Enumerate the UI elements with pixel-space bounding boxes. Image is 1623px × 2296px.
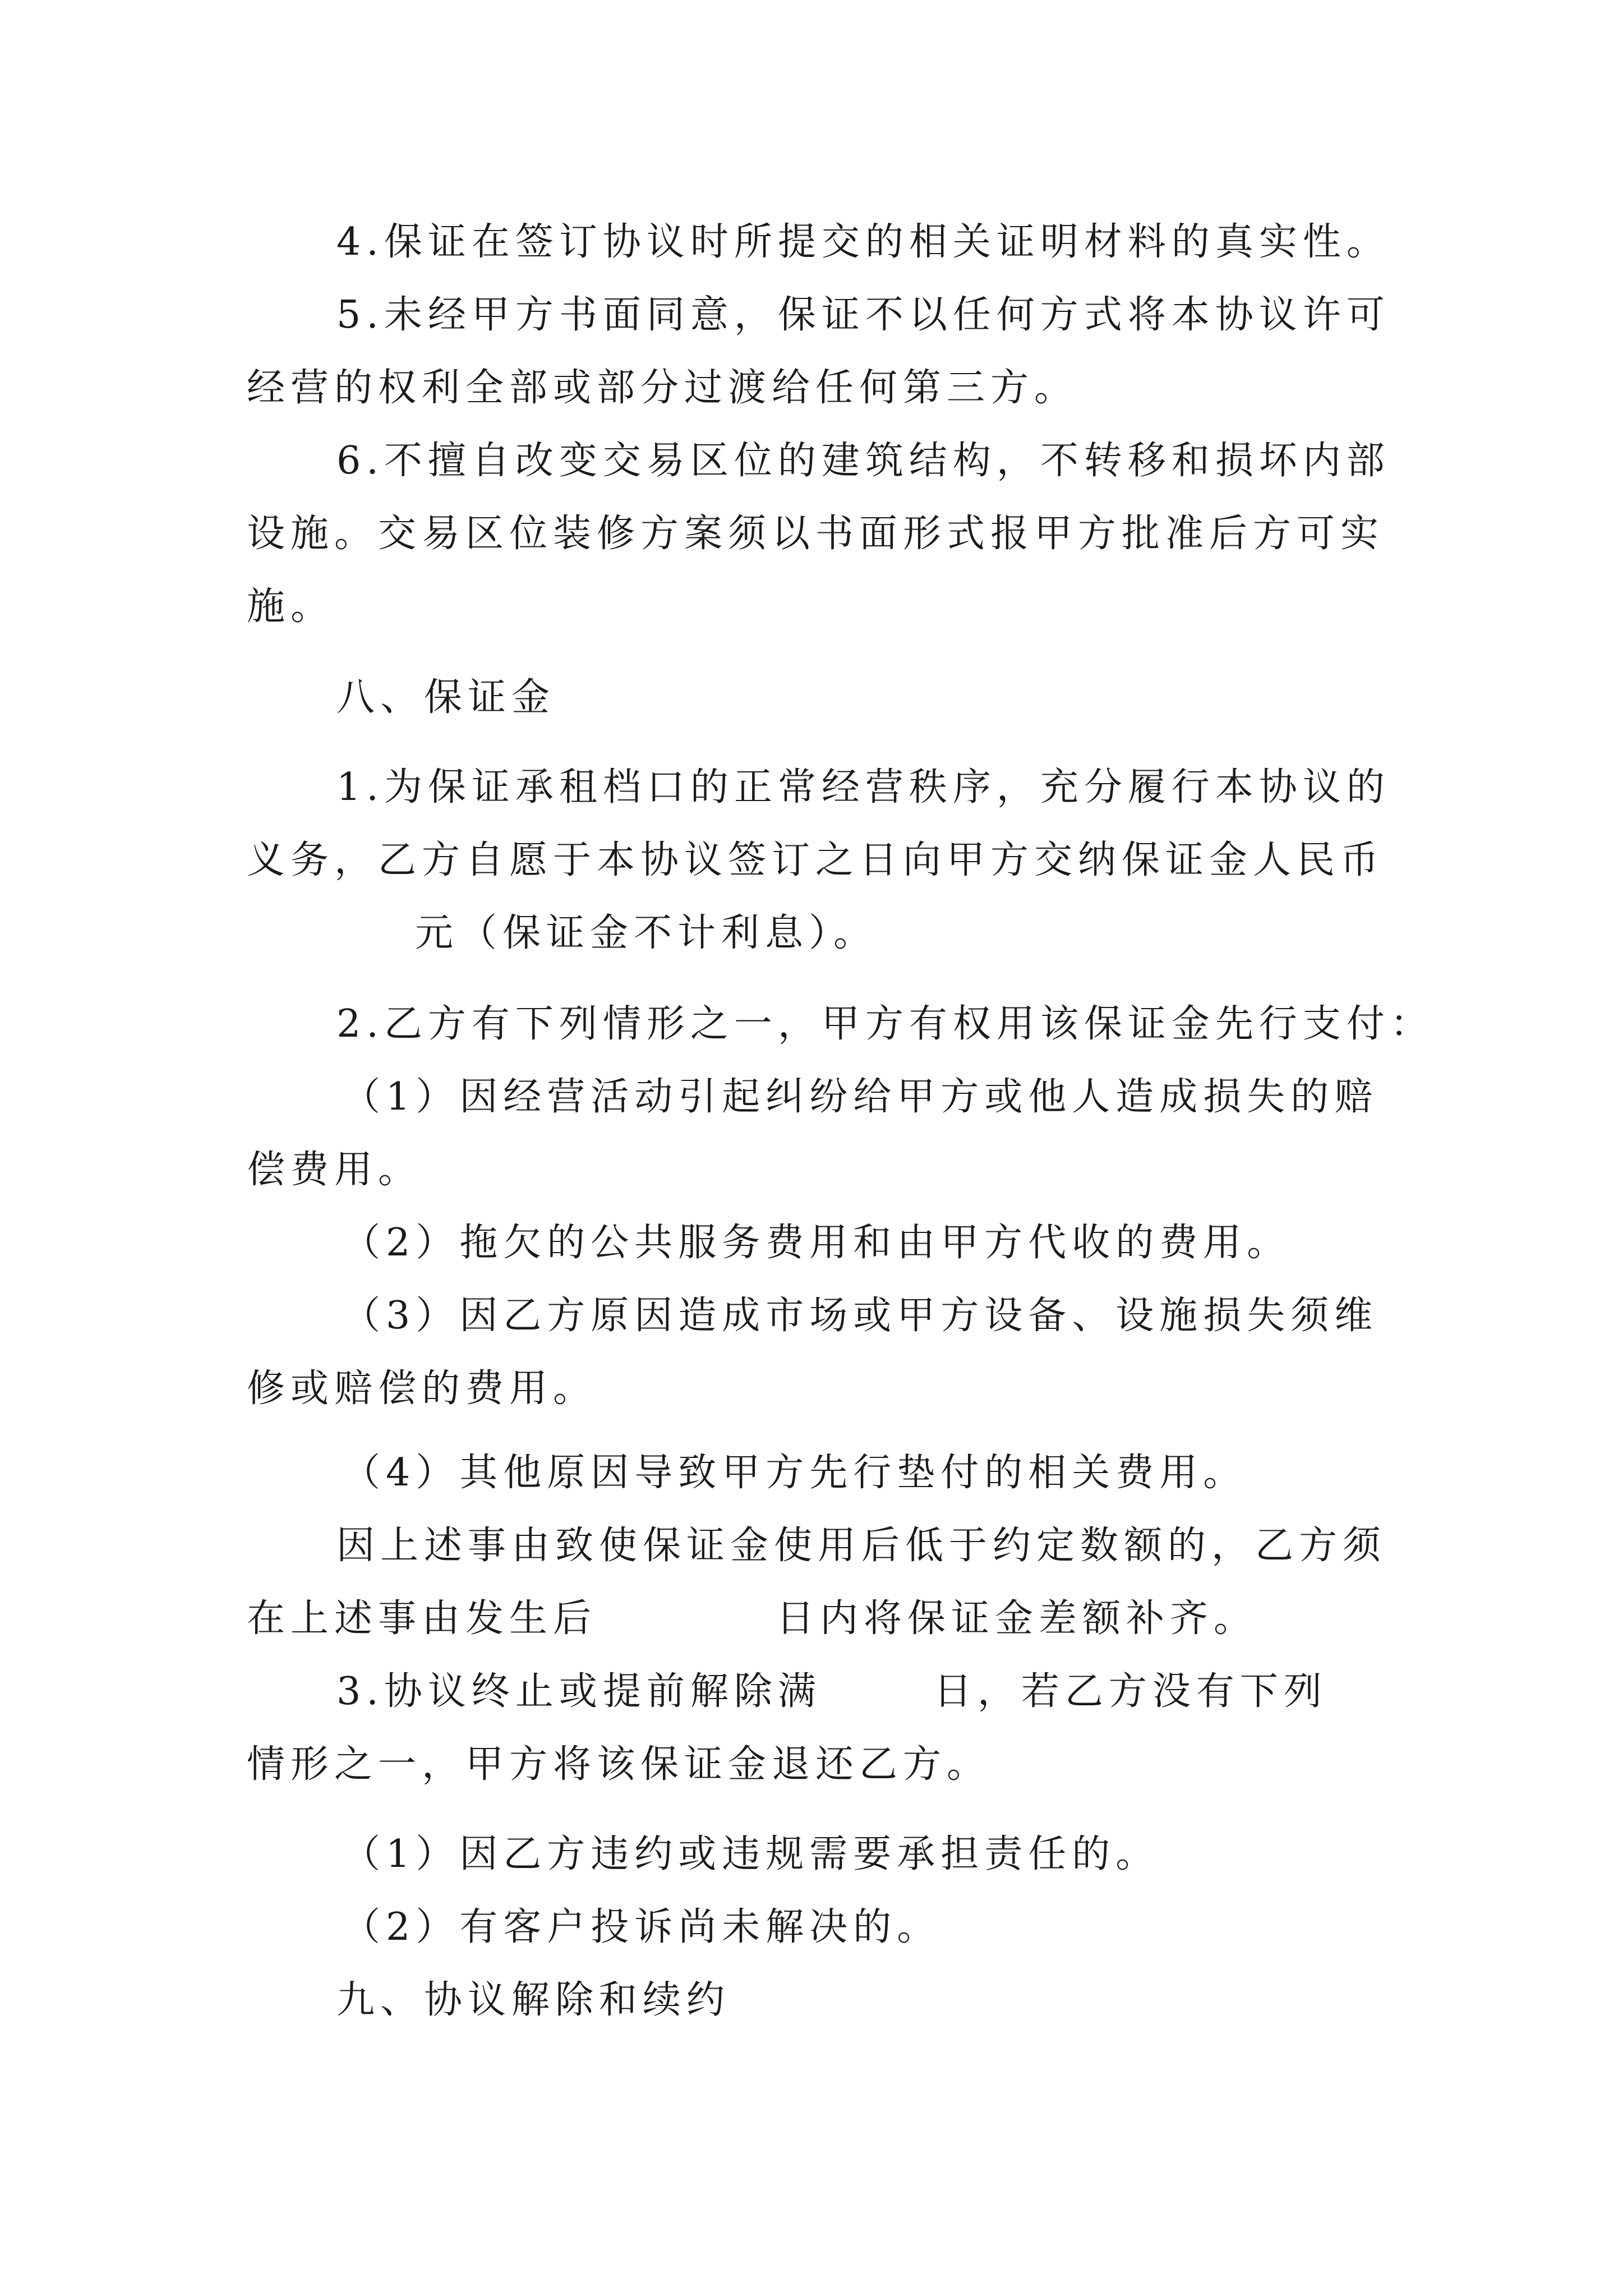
clause-text: 5.未经甲方书面同意，保证不以任何方式将本协议许可 [336, 293, 1390, 337]
clause-8-2-note [0, 1518, 1623, 1574]
clause-text: 2.乙方有下列情形之一，甲方有权用该保证金先行支付： [336, 1002, 1434, 1046]
clause-text: （1）因经营活动引起纠纷给甲方或他人造成损失的赔 [342, 1075, 1378, 1119]
clause-8-2-item-2 [0, 1215, 1623, 1271]
clause-text: 日内将保证金差额补齐。 [776, 1596, 1258, 1641]
clause-7-6-cont [0, 506, 1623, 562]
clause-text: （2）拖欠的公共服务费用和由甲方代收的费用。 [342, 1221, 1291, 1265]
clause-8-2-note-cont [0, 1591, 1623, 1647]
clause-8-3-cont [0, 1737, 1623, 1793]
clause-7-5 [0, 287, 1623, 343]
clause-text: （4）其他原因导致甲方先行垫付的相关费用。 [342, 1451, 1247, 1495]
clause-text: 设施。交易区位装修方案须以书面形式报甲方批准后方可实 [247, 512, 1385, 556]
section-title: 八、保证金 [336, 675, 556, 720]
clause-7-4 [0, 214, 1623, 270]
clause-text: 经营的权利全部或部分过渡给任何第三方。 [247, 366, 1078, 410]
clause-8-3-item-2 [0, 1899, 1623, 1955]
clause-8-2-item-3 [0, 1288, 1623, 1344]
clause-7-6-end [0, 579, 1623, 635]
clause-text: 3.协议终止或提前解除满 [336, 1669, 822, 1714]
clause-text: 6.不擅自改变交易区位的建筑结构，不转移和损坏内部 [336, 439, 1390, 483]
clause-text: 日，若乙方没有下列 [933, 1669, 1327, 1714]
clause-8-2 [0, 996, 1623, 1052]
clause-8-3 [0, 1664, 1623, 1720]
clause-8-2-item-1 [0, 1069, 1623, 1125]
clause-text: 元（保证金不计利息）。 [415, 911, 878, 955]
section-8-heading [0, 670, 1623, 726]
clause-text: 在上述事由发生后 [247, 1596, 597, 1641]
clause-text: （1）因乙方违约或违规需要承担责任的。 [342, 1832, 1160, 1876]
clause-8-2-item-4 [0, 1445, 1623, 1501]
clause-8-1-cont [0, 832, 1623, 889]
section-title: 九、协议解除和续约 [336, 1978, 731, 2022]
clause-8-2-item-3-cont [0, 1361, 1623, 1417]
clause-text: 因上述事由致使保证金使用后低于约定数额的，乙方须 [336, 1524, 1387, 1568]
clause-text: 施。 [247, 585, 335, 629]
clause-text: 修或赔偿的费用。 [247, 1366, 597, 1411]
clause-text: 义务，乙方自愿于本协议签订之日向甲方交纳保证金人民币 [247, 838, 1385, 882]
clause-text: 1.为保证承租档口的正常经营秩序，充分履行本协议的 [336, 765, 1390, 809]
section-9-heading [0, 1972, 1623, 2028]
clause-text: （3）因乙方原因造成市场或甲方设备、设施损失须维 [342, 1294, 1378, 1338]
clause-8-1-end [0, 905, 1623, 961]
clause-8-3-item-1 [0, 1826, 1623, 1883]
clause-text: 情形之一，甲方将该保证金退还乙方。 [247, 1742, 991, 1787]
clause-text: 偿费用。 [247, 1148, 422, 1192]
clause-8-1 [0, 760, 1623, 816]
clause-7-5-cont [0, 360, 1623, 416]
clause-7-6 [0, 433, 1623, 489]
clause-text: （2）有客户投诉尚未解决的。 [342, 1905, 941, 1949]
clause-text: 4.保证在签订协议时所提交的相关证明材料的真实性。 [336, 220, 1390, 264]
clause-8-2-item-1-cont [0, 1142, 1623, 1198]
